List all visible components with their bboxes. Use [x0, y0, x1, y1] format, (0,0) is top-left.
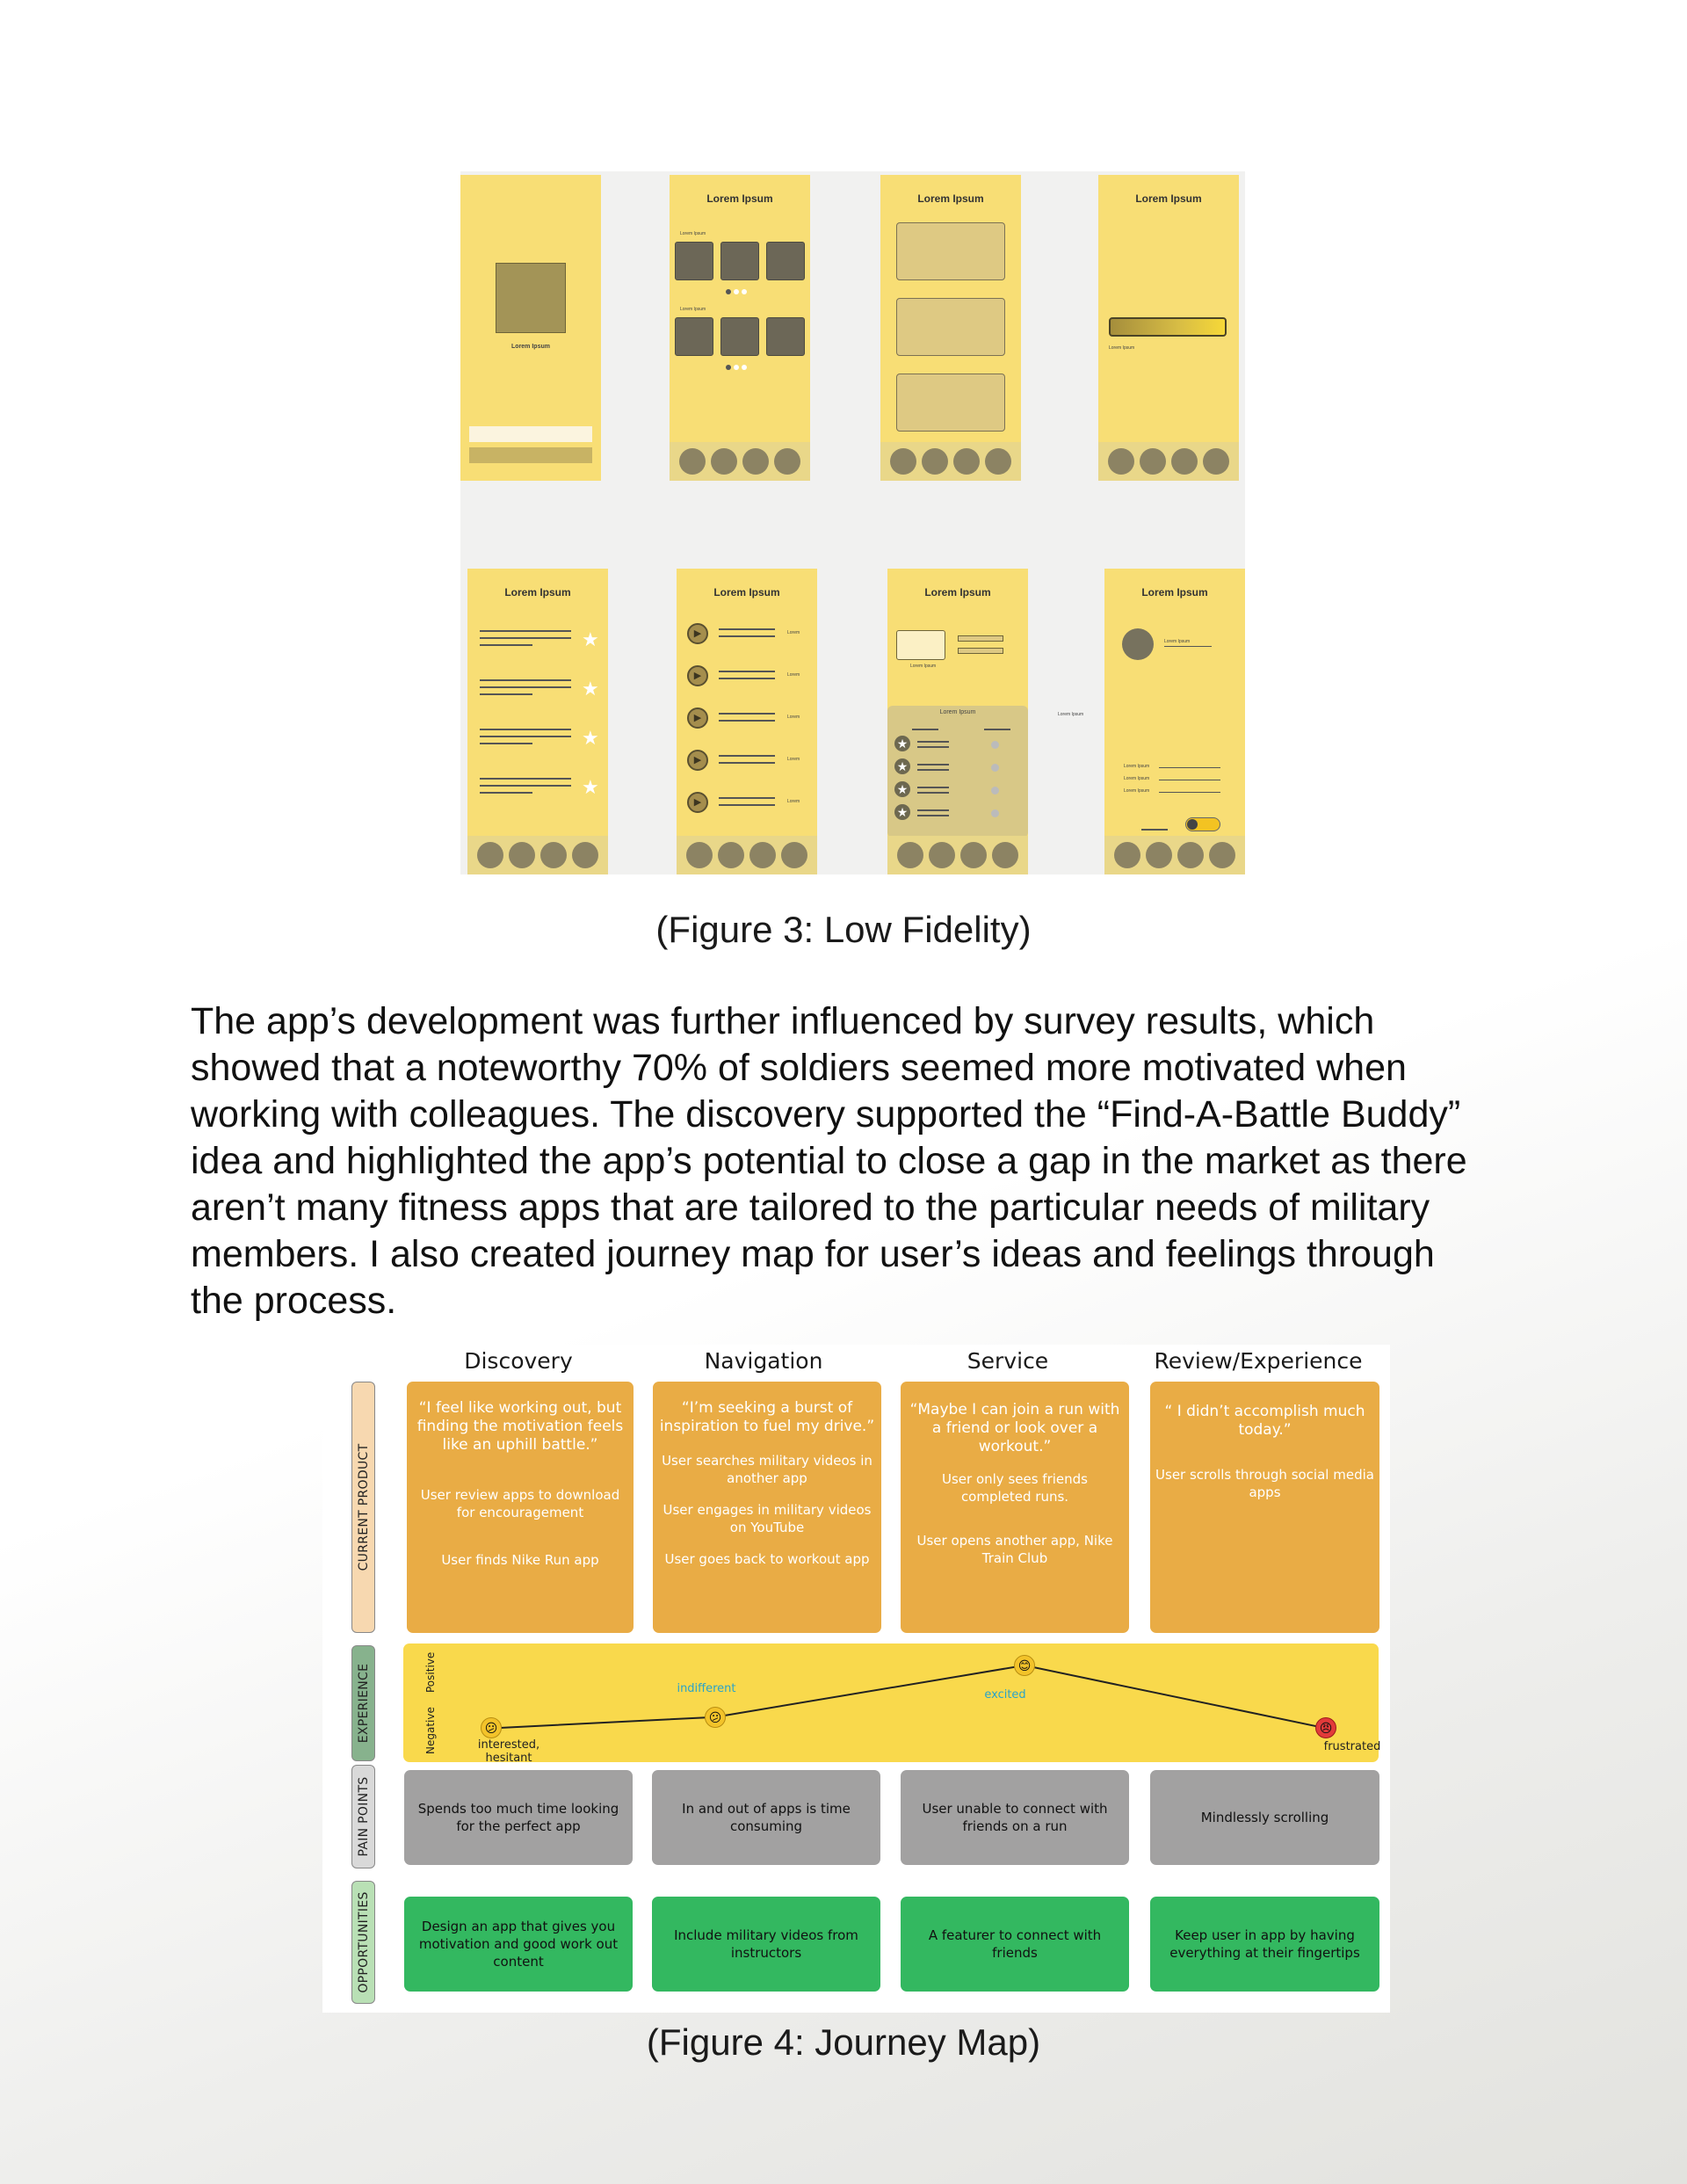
row-label: OPPORTUNITIES: [356, 1891, 371, 1993]
divider: [984, 729, 1010, 730]
text-line: [917, 746, 949, 748]
progress-bar: [1109, 317, 1227, 337]
happy-face-icon: 😊: [1014, 1655, 1035, 1676]
content-card: [896, 222, 1005, 280]
text-line: [719, 713, 775, 715]
pain-point-text: User unable to connect with friends on a run: [922, 1801, 1108, 1834]
pain-point-discovery: [404, 1770, 633, 1865]
user-quote: “I’m seeking a burst of inspiration to fuel my drive.”: [659, 1399, 875, 1435]
row-label: Lorem: [787, 757, 800, 762]
user-action: User scrolls through social media apps: [1155, 1467, 1374, 1500]
nav-icon: [679, 448, 706, 475]
opportunity-text: Include military videos from instructors: [674, 1927, 858, 1961]
field-line: [1159, 767, 1220, 768]
screen-title: Lorem Ipsum: [713, 586, 780, 599]
axis-label-negative: Negative: [424, 1707, 437, 1754]
pain-point-text: In and out of apps is time consuming: [682, 1801, 851, 1834]
image-placeholder: [496, 263, 566, 333]
pager-dot: [734, 289, 739, 294]
nav-icon: [1177, 842, 1204, 868]
grid-tile: [766, 242, 805, 280]
user-action: User goes back to workout app: [664, 1551, 870, 1567]
row-tab-current-product: [351, 1382, 375, 1633]
bottom-nav: [677, 836, 817, 874]
wireframe-screen-cards: [880, 175, 1021, 481]
nav-icon: [1146, 842, 1172, 868]
row-tab-pain-points: [351, 1765, 375, 1868]
nav-icon: [929, 842, 955, 868]
nav-icon: [922, 448, 948, 475]
section-label: Lorem Ipsum: [680, 307, 706, 312]
wireframe-screen-videos: [677, 569, 817, 874]
text-line: [480, 778, 571, 780]
section-label: Lorem Ipsum: [680, 231, 706, 236]
stage-heading-navigation: Navigation: [704, 1348, 823, 1374]
bottom-nav: [1104, 836, 1245, 874]
pager-dot: [742, 365, 747, 370]
text-line: [917, 809, 949, 811]
text-line: [480, 630, 571, 632]
screen-title: Lorem Ipsum: [504, 586, 571, 599]
opportunity-discovery: [404, 1897, 633, 1992]
text-line: [719, 804, 775, 806]
nav-icon: [749, 842, 776, 868]
current-product-review: [1150, 1382, 1379, 1633]
progress-label: Lorem Ipsum: [1109, 345, 1135, 351]
avatar: [1122, 628, 1154, 660]
badge-icon: ★: [894, 736, 910, 751]
text-line: [719, 671, 775, 672]
wireframe-screen-login: [460, 175, 601, 481]
play-icon: ▶: [687, 792, 708, 813]
text-line: [719, 720, 775, 722]
badge-icon: ★: [894, 758, 910, 774]
row-label: Lorem: [787, 715, 800, 720]
button-placeholder: [469, 447, 592, 463]
text-line: [480, 736, 571, 737]
text-line: [480, 729, 571, 730]
wireframe-screen-progress: [1098, 175, 1239, 481]
body-paragraph: [191, 998, 1517, 1324]
nav-icon: [718, 842, 744, 868]
nav-icon: [1203, 448, 1229, 475]
user-action: User searches military videos in another app: [662, 1453, 872, 1486]
wireframe-screen-leaderboard: [887, 569, 1028, 874]
text-line: [719, 628, 775, 630]
journey-map-figure: [322, 1345, 1390, 2013]
text-line: [719, 762, 775, 764]
side-annotation: Lorem Ipsum: [1058, 712, 1084, 717]
opportunity-navigation: [652, 1897, 880, 1992]
figure4-caption: (Figure 4: Journey Map): [646, 2021, 1041, 2063]
emotion-label: interested, hesitant: [477, 1738, 540, 1766]
nav-icon: [953, 448, 980, 475]
thumbnail-label: Lorem Ipsum: [910, 664, 937, 669]
neutral-face-icon: 😕: [705, 1707, 726, 1728]
nav-icon: [686, 842, 713, 868]
nav-icon: [1108, 448, 1134, 475]
badge-icon: ★: [894, 781, 910, 797]
pager-dot: [742, 289, 747, 294]
text-line: [917, 787, 949, 788]
thumbnail-placeholder: [896, 630, 945, 660]
nav-icon: [960, 842, 987, 868]
nav-icon: [897, 842, 923, 868]
status-dot: [991, 787, 999, 795]
pager-dot: [734, 365, 739, 370]
nav-icon: [1171, 448, 1198, 475]
text-line: [917, 741, 949, 743]
status-dot: [991, 809, 999, 817]
opportunity-text: A featurer to connect with friends: [928, 1927, 1102, 1961]
content-card: [896, 298, 1005, 356]
stage-heading-discovery: Discovery: [464, 1348, 573, 1374]
nav-icon: [742, 448, 769, 475]
pain-point-review: [1150, 1770, 1379, 1865]
play-icon: ▶: [687, 665, 708, 686]
text-line: [480, 686, 571, 688]
grid-tile: [766, 317, 805, 356]
text-line: [480, 644, 532, 646]
experience-line: [403, 1643, 1379, 1762]
nav-icon: [540, 842, 567, 868]
row-label: Lorem: [787, 672, 800, 678]
screen-title: Lorem Ipsum: [1135, 192, 1202, 205]
bottom-nav: [467, 836, 608, 874]
text-line: [480, 792, 532, 794]
neutral-face-icon: 😕: [481, 1717, 502, 1738]
input-placeholder: [469, 426, 592, 442]
text-line: [917, 792, 949, 794]
user-action: User opens another app, Nike Train Club: [916, 1533, 1113, 1566]
star-icon: ★: [582, 727, 599, 749]
grid-tile: [720, 242, 759, 280]
nav-icon: [890, 448, 916, 475]
emotion-label: indifferent: [677, 1681, 736, 1695]
text-line: [719, 635, 775, 637]
current-product-discovery: [407, 1382, 634, 1633]
profile-name: Lorem Ipsum: [1164, 639, 1191, 644]
experience-trend-line: [491, 1665, 1326, 1729]
star-icon: ★: [582, 776, 599, 798]
badge-icon: ★: [894, 804, 910, 820]
grid-tile: [675, 317, 713, 356]
emotion-label: frustrated: [1323, 1740, 1381, 1754]
star-icon: ★: [582, 678, 599, 700]
row-label: CURRENT PRODUCT: [356, 1443, 371, 1571]
status-dot: [991, 764, 999, 772]
field-label: Lorem Ipsum: [1124, 776, 1150, 781]
wireframe-screen-favorites: [467, 569, 608, 874]
screen-label: Lorem Ipsum: [511, 344, 550, 350]
star-icon: ★: [582, 628, 599, 650]
emotion-label: excited: [984, 1687, 1026, 1701]
text-line: [719, 797, 775, 799]
play-icon: ▶: [687, 623, 708, 644]
toggle-knob: [1187, 819, 1198, 830]
opportunity-service: [901, 1897, 1129, 1992]
opportunity-review: [1150, 1897, 1379, 1992]
experience-curve-panel: [403, 1643, 1381, 1766]
text-line: [480, 679, 571, 681]
divider: [912, 729, 938, 730]
figure3-caption: (Figure 3: Low Fidelity): [655, 909, 1032, 950]
text-line: [480, 693, 532, 695]
nav-icon: [992, 842, 1018, 868]
row-label: PAIN POINTS: [356, 1776, 371, 1857]
nav-icon: [572, 842, 598, 868]
screen-title: Lorem Ipsum: [1141, 586, 1208, 599]
panel-title: Lorem Ipsum: [939, 709, 976, 715]
row-tab-experience: [351, 1645, 375, 1761]
paragraph-text: The app’s development was further influenced by survey results, which showed that a noteworthy 70% of soldiers seemed more motivated when working with colleagues. The discovery supported the “Find-A-Battle Buddy” idea and highlighted the app’s potential to close a gap in the market as there aren’t many fitness apps that are tailored to the particular needs of military members. I also created journey map for user’s ideas and feelings through the process.: [191, 1000, 1467, 1322]
pain-point-text: Spends too much time looking for the perfect app: [417, 1801, 619, 1834]
axis-label-positive: Positive: [424, 1651, 437, 1693]
nav-icon: [774, 448, 800, 475]
grid-tile: [720, 317, 759, 356]
row-tab-opportunities: [351, 1881, 375, 2004]
nav-icon: [711, 448, 737, 475]
text-placeholder: [958, 648, 1003, 654]
pager-dot: [726, 289, 731, 294]
pager-dot: [726, 365, 731, 370]
low-fidelity-wireframes-figure: [460, 171, 1245, 874]
nav-icon: [509, 842, 535, 868]
stage-heading-review: Review/Experience: [1154, 1348, 1363, 1374]
text-line: [480, 637, 571, 639]
user-action: User only sees friends completed runs.: [942, 1471, 1088, 1505]
pain-point-navigation: [652, 1770, 880, 1865]
nav-icon: [1209, 842, 1235, 868]
text-line: [917, 769, 949, 771]
bottom-nav: [670, 442, 810, 481]
field-line: [1159, 792, 1220, 793]
text-line: [719, 678, 775, 679]
row-label: Lorem: [787, 799, 800, 804]
text-line: [917, 815, 949, 816]
status-dot: [991, 741, 999, 749]
opportunity-text: Design an app that gives you motivation and good work out content: [418, 1919, 619, 1970]
user-quote: “ I didn’t accomplish much today.”: [1164, 1403, 1365, 1439]
user-action: User finds Nike Run app: [441, 1552, 599, 1568]
screen-title: Lorem Ipsum: [706, 192, 773, 205]
user-action: User engages in military videos on YouTube: [662, 1502, 872, 1535]
user-action: User review apps to download for encouragement: [420, 1487, 620, 1520]
row-label: Lorem: [787, 630, 800, 635]
user-quote: “I feel like working out, but finding the motivation feels like an uphill battle.”: [416, 1399, 624, 1454]
leaderboard-panel: [887, 706, 1028, 838]
nav-icon: [1140, 448, 1166, 475]
user-quote: “Maybe I can join a run with a friend or look over a workout.”: [909, 1401, 1120, 1455]
bottom-nav: [1098, 442, 1239, 481]
row-label: EXPERIENCE: [356, 1663, 371, 1744]
content-card: [896, 374, 1005, 432]
field-label: Lorem Ipsum: [1124, 764, 1150, 769]
pain-point-text: Mindlessly scrolling: [1200, 1810, 1329, 1825]
bottom-nav: [887, 836, 1028, 874]
play-icon: ▶: [687, 750, 708, 771]
opportunity-text: Keep user in app by having everything at their fingertips: [1169, 1927, 1360, 1961]
pain-point-service: [901, 1770, 1129, 1865]
wireframe-screen-profile: [1104, 569, 1245, 874]
text-line: [1164, 646, 1212, 647]
toggle-switch: [1185, 817, 1220, 831]
angry-face-icon: 😠: [1315, 1717, 1336, 1738]
divider: [1141, 829, 1168, 831]
nav-icon: [477, 842, 503, 868]
field-label: Lorem Ipsum: [1124, 788, 1150, 794]
text-placeholder: [958, 635, 1003, 642]
stage-heading-service: Service: [967, 1348, 1049, 1374]
wireframe-screen-grid: [670, 175, 810, 481]
nav-icon: [985, 448, 1011, 475]
screen-title: Lorem Ipsum: [917, 192, 984, 205]
text-line: [719, 755, 775, 757]
grid-tile: [675, 242, 713, 280]
bottom-nav: [880, 442, 1021, 481]
text-line: [480, 785, 571, 787]
text-line: [480, 743, 532, 744]
screen-title: Lorem Ipsum: [924, 586, 991, 599]
nav-icon: [781, 842, 807, 868]
current-product-navigation: [653, 1382, 881, 1633]
nav-icon: [1114, 842, 1140, 868]
text-line: [917, 764, 949, 765]
play-icon: ▶: [687, 707, 708, 729]
current-product-service: [901, 1382, 1129, 1633]
